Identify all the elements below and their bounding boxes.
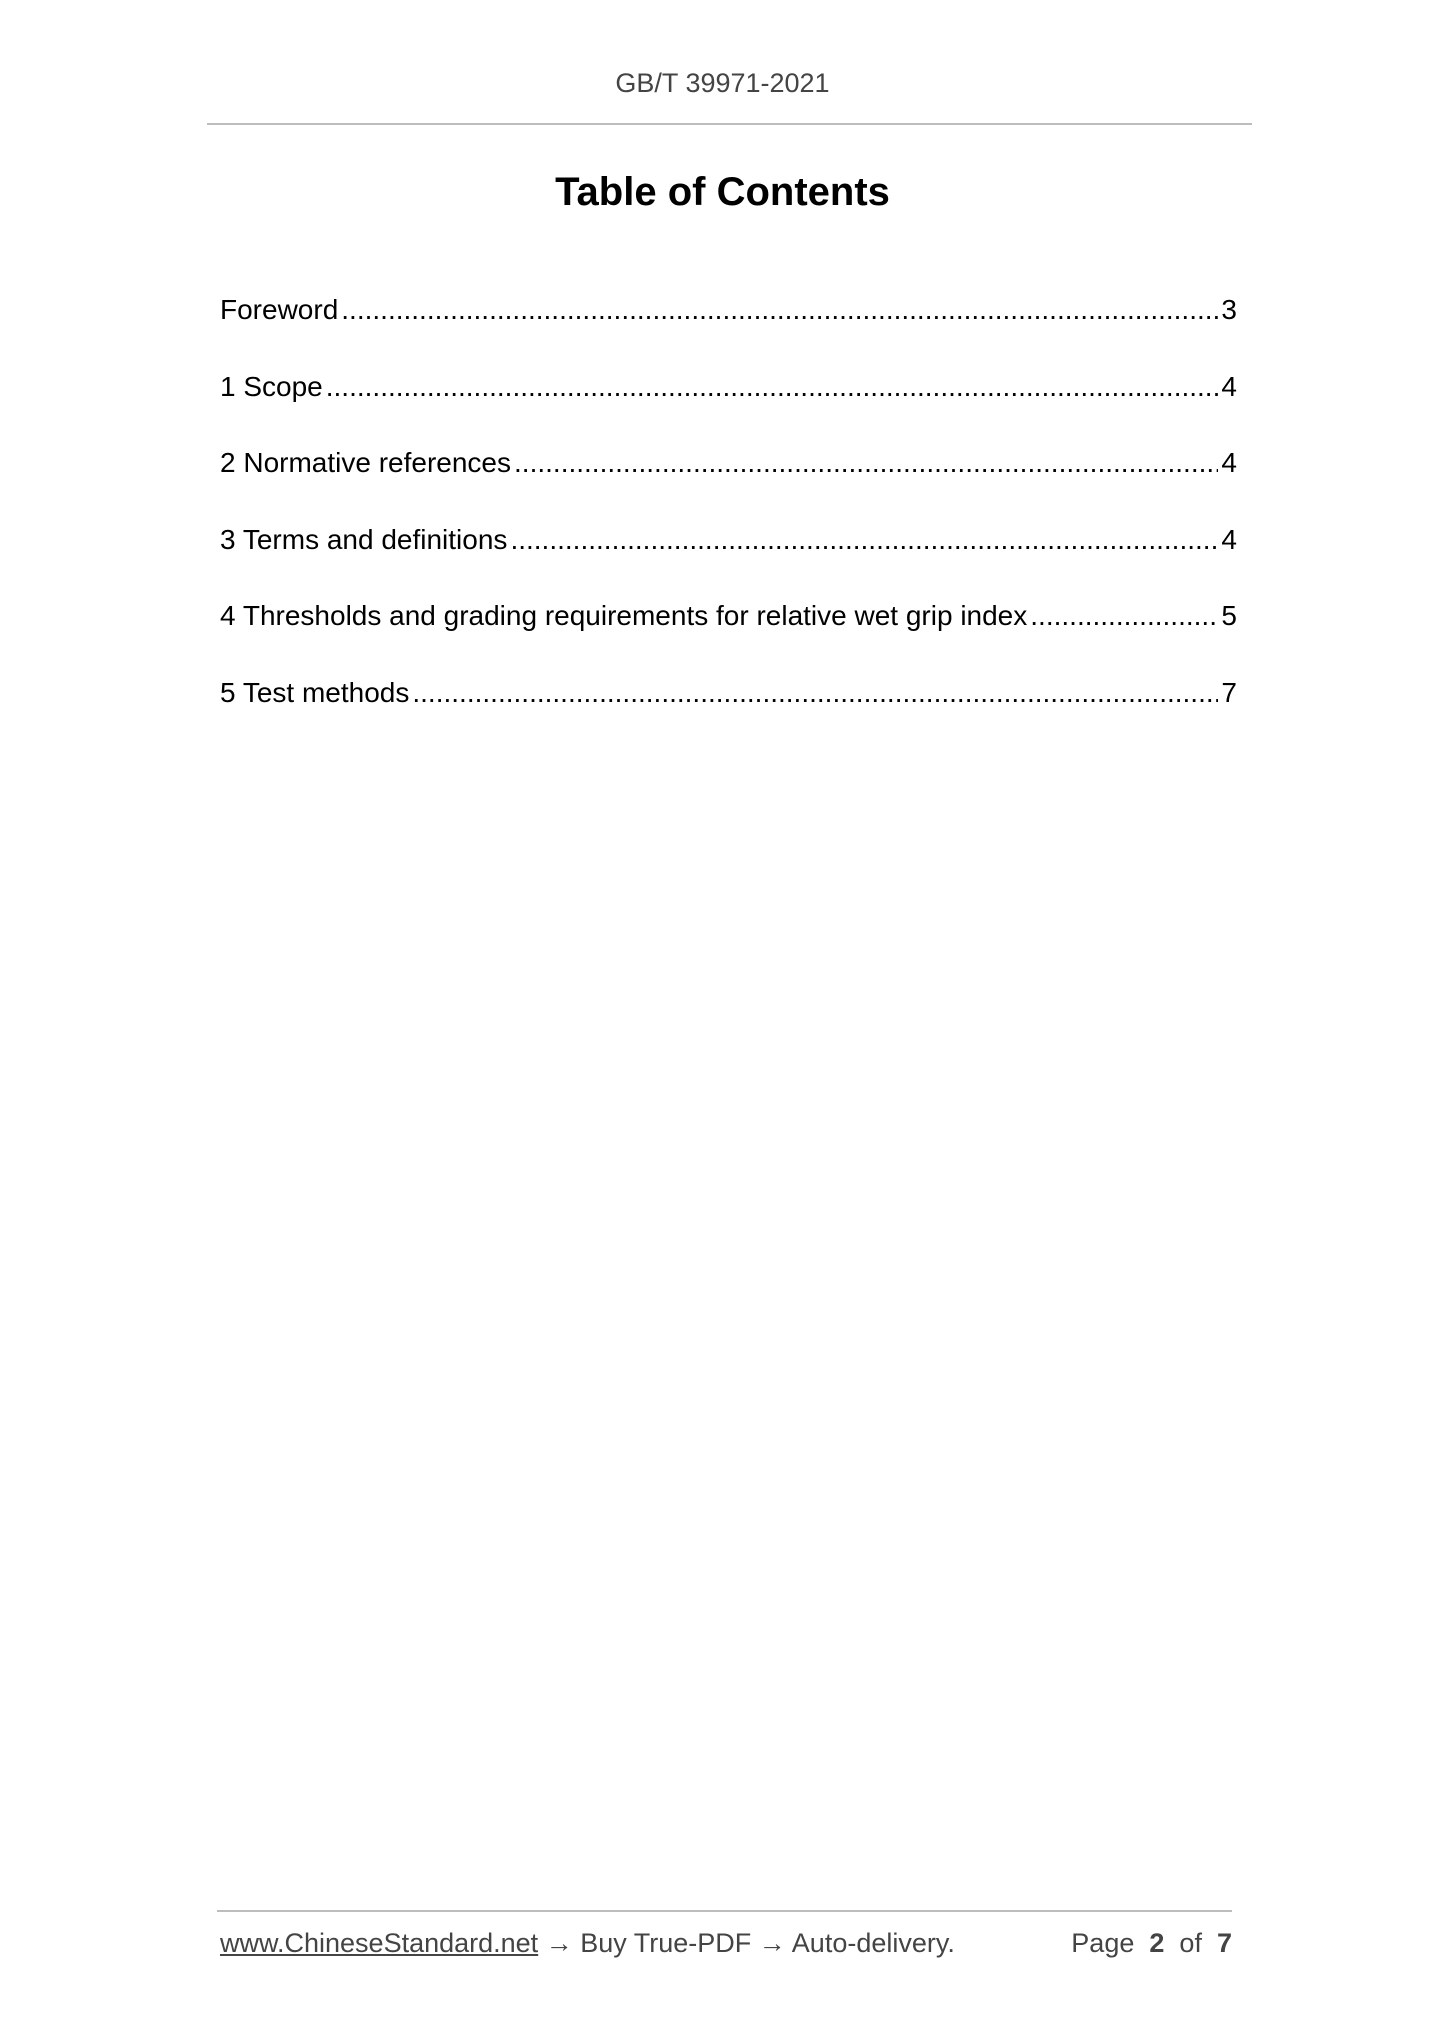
document-id: GB/T 39971-2021 — [615, 68, 830, 98]
arrow-right-icon: → — [545, 1928, 573, 1958]
buy-true-pdf-text: Buy True-PDF — [580, 1928, 752, 1958]
footer-divider — [217, 1910, 1232, 1912]
footer-promo — [220, 1928, 955, 1959]
toc-entry-scope[interactable] — [220, 367, 1237, 444]
toc-dot-leader — [514, 443, 1218, 483]
current-page: 2 — [1149, 1928, 1165, 1958]
page-number — [1071, 1928, 1232, 1959]
toc-entry-page: 7 — [1221, 676, 1237, 708]
toc-entry-terms-definitions[interactable] — [220, 520, 1237, 597]
toc-entry-label: 2 Normative references — [220, 447, 512, 478]
page-title: Table of Contents — [555, 170, 890, 214]
page-footer — [220, 1928, 1232, 1959]
toc-entry-label: 5 Test methods — [220, 676, 410, 708]
toc-entry-label: 4 Thresholds and grading requirements for relative wet grip index — [220, 600, 1028, 631]
website-link[interactable]: www.ChineseStandard.net — [220, 1928, 539, 1958]
toc-entry-page: 4 — [1221, 447, 1237, 478]
toc-entry-page: 3 — [1221, 294, 1237, 325]
header-divider — [207, 123, 1252, 125]
toc-entry-page: 4 — [1221, 370, 1237, 402]
toc-entry-label: 1 Scope — [220, 370, 323, 402]
toc-entry-test-methods[interactable] — [220, 673, 1237, 750]
of-word: of — [1179, 1928, 1202, 1958]
table-of-contents — [220, 290, 1237, 749]
page-word: Page — [1071, 1928, 1135, 1958]
toc-entry-thresholds-grading[interactable] — [220, 596, 1237, 673]
toc-entry-normative-references[interactable] — [220, 443, 1237, 520]
toc-entry-page: 4 — [1221, 523, 1237, 555]
toc-entry-label: 3 Terms and definitions — [220, 523, 508, 555]
arrow-right-icon: → — [758, 1928, 786, 1958]
total-pages: 7 — [1216, 1928, 1232, 1958]
toc-entry-label: Foreword — [220, 294, 339, 325]
toc-entry-page: 5 — [1221, 600, 1237, 631]
toc-dot-leader — [412, 673, 1218, 713]
toc-dot-leader — [510, 520, 1218, 560]
auto-delivery-text: Auto-delivery. — [791, 1928, 955, 1958]
page-header — [0, 68, 1445, 99]
toc-dot-leader — [326, 367, 1219, 407]
toc-dot-leader — [1030, 596, 1218, 636]
toc-entry-foreword[interactable] — [220, 290, 1237, 367]
toc-dot-leader — [341, 290, 1218, 330]
